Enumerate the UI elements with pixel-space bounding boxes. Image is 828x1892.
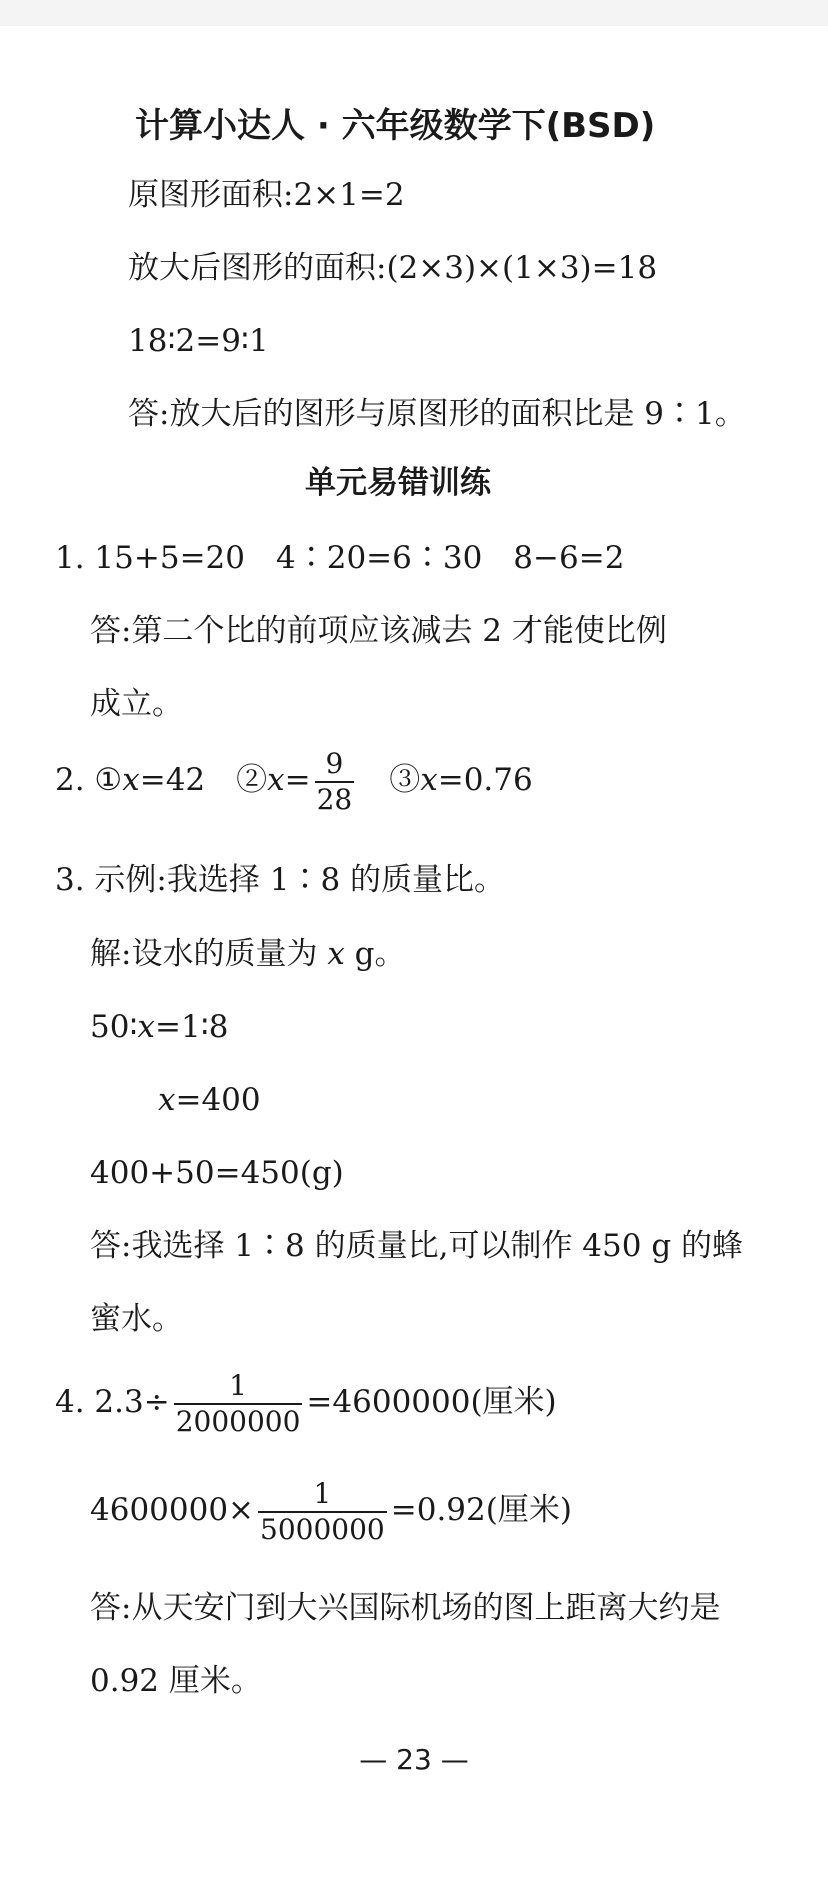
q4-line-2 — [90, 1470, 572, 1550]
q2-var-3: x — [420, 762, 438, 798]
q4-frac-1-denominator: 2000000 — [175, 1404, 301, 1438]
q3-line-3-left: 50∶ — [90, 1009, 138, 1045]
q3-line-3-right: =1∶8 — [155, 1009, 229, 1045]
q3-line-4-var: x — [158, 1082, 176, 1118]
q3-line-2-text: 解:设水的质量为 — [90, 936, 328, 972]
q1-line-2: 答:第二个比的前项应该减去 2 才能使比例 — [90, 613, 667, 649]
q3-line-2-var: x — [327, 936, 345, 972]
q2-line — [55, 740, 533, 820]
q4-frac-2-denominator: 5000000 — [260, 1512, 385, 1546]
q1-line-1: 1. 15+5=20 4∶20=6∶30 8−6=2 — [55, 540, 625, 576]
q3-line-4 — [158, 1080, 261, 1120]
q4-line-3: 答:从天安门到大兴国际机场的图上距离大约是 — [90, 1590, 721, 1626]
intro-line-2: 放大后图形的面积:(2×3)×(1×3)=18 — [128, 250, 658, 286]
q3-line-3-var: x — [137, 1009, 155, 1045]
q4-line-4: 0.92 厘米。 — [90, 1663, 262, 1699]
q2-frac-numerator: 9 — [325, 746, 344, 780]
q4-frac-2-numerator: 1 — [313, 1476, 332, 1510]
q3-line-6: 答:我选择 1∶8 的质量比,可以制作 450 g 的蜂 — [90, 1228, 744, 1264]
q4-fraction-1 — [174, 1369, 303, 1439]
q3-line-5: 400+50=450(g) — [90, 1155, 344, 1191]
intro-line-1: 原图形面积:2×1=2 — [128, 177, 405, 213]
q3-line-2 — [90, 934, 406, 974]
q4-frac-1-numerator: 1 — [229, 1368, 247, 1402]
q2-frac-denominator: 28 — [316, 782, 353, 816]
q4-line-1-left: 4. 2.3÷ — [55, 1384, 170, 1420]
top-margin-strip — [0, 0, 828, 26]
q4-fraction-2 — [258, 1477, 387, 1547]
q3-line-2-unit: g。 — [344, 936, 406, 972]
q2-eq-4: =0.76 — [437, 762, 533, 798]
q2-var-1: x — [122, 762, 140, 798]
q1-line-3: 成立。 — [90, 686, 183, 722]
q2-eq-3: ③ — [358, 762, 421, 798]
q2-fraction — [315, 747, 355, 817]
q4-line-2-left: 4600000× — [90, 1492, 255, 1528]
q3-line-7: 蜜水。 — [90, 1301, 183, 1337]
intro-answer: 答:放大后的图形与原图形的面积比是 9∶1。 — [128, 396, 746, 432]
q2-eq-1: =42 ② — [139, 762, 268, 798]
q4-line-1-right: =4600000(厘米) — [306, 1384, 557, 1420]
page-number: — 23 — — [359, 1743, 469, 1776]
q3-line-1: 3. 示例:我选择 1∶8 的质量比。 — [55, 862, 506, 898]
q4-line-2-right: =0.92(厘米) — [390, 1492, 572, 1528]
q4-line-1 — [55, 1362, 557, 1442]
q2-prefix: 2. ① — [55, 762, 123, 798]
page-header: 计算小达人 · 六年级数学下(BSD) — [135, 106, 656, 146]
intro-line-3: 18∶2=9∶1 — [128, 323, 269, 359]
q2-eq-2: = — [284, 762, 311, 798]
q3-line-3 — [90, 1007, 229, 1047]
q2-var-2: x — [267, 762, 285, 798]
section-title: 单元易错训练 — [305, 465, 491, 501]
q3-line-4-result: =400 — [175, 1082, 261, 1118]
